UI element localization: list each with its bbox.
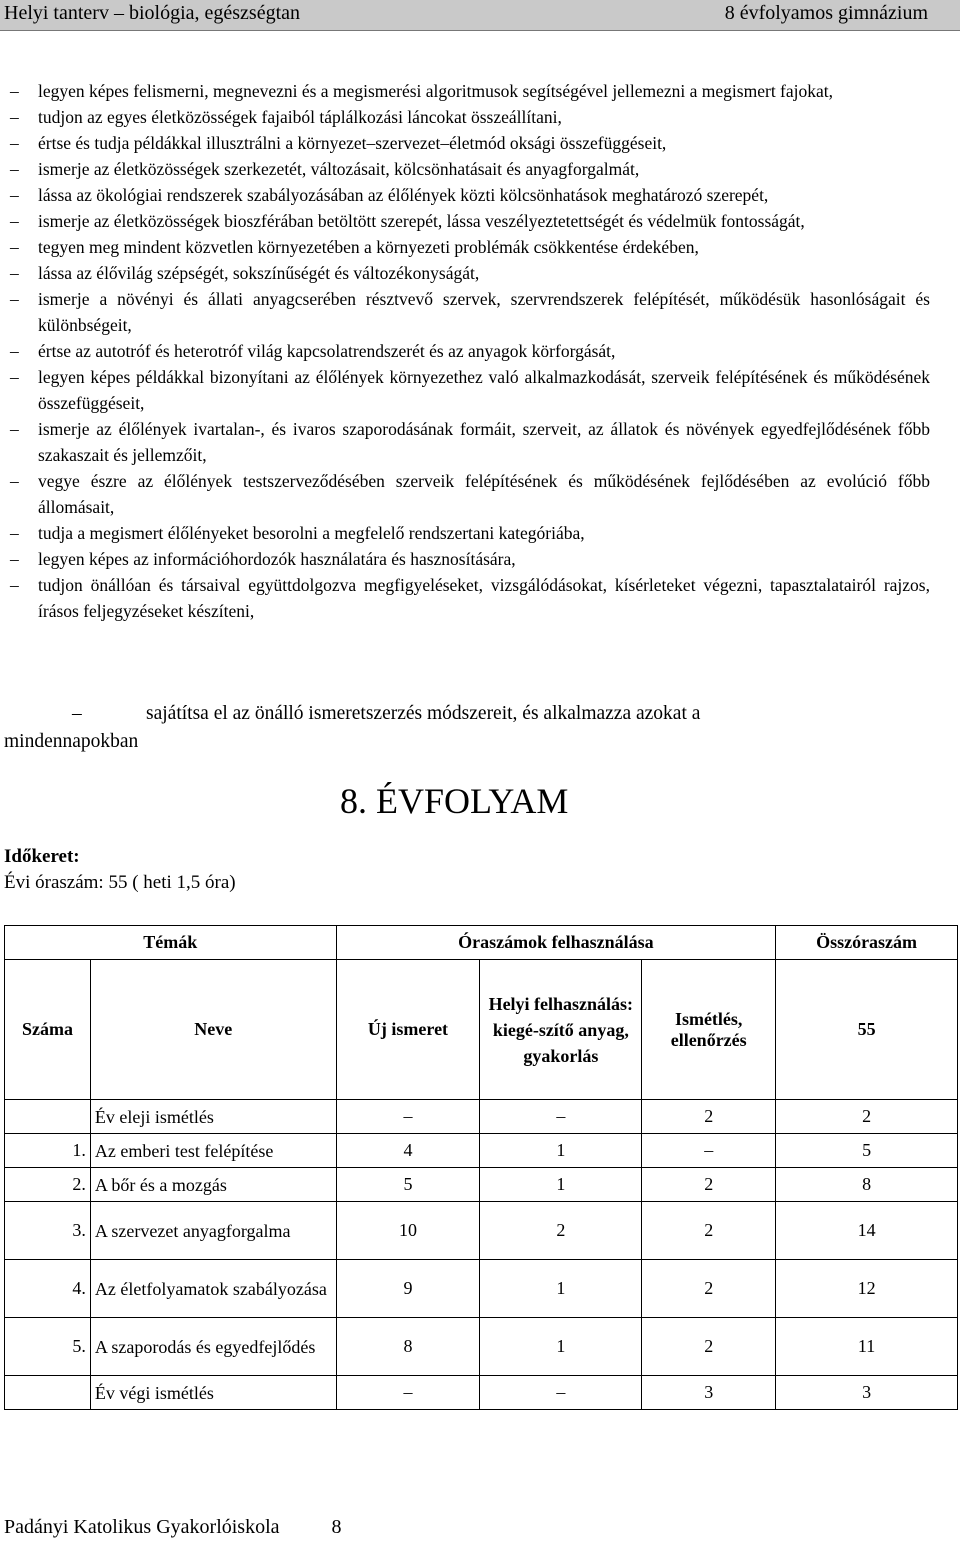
objective-text: tegyen meg mindent közvetlen környezetében a környezeti problémák csökkentése érdekében, xyxy=(38,237,699,257)
bullet-dash: – xyxy=(10,237,19,257)
bullet-dash: – xyxy=(10,185,19,205)
objective-text: legyen képes felismerni, megnevezni és a megismerési algoritmusok segítségével jellemezni a megismert fajokat, xyxy=(38,81,834,101)
table-row xyxy=(5,1376,958,1410)
header-new-knowledge: Új ismeret xyxy=(336,960,480,1100)
cell-review: 2 xyxy=(642,1202,776,1260)
header-number: Száma xyxy=(5,960,91,1100)
table-row xyxy=(5,1318,958,1376)
time-frame-label: Időkeret: xyxy=(4,846,80,867)
cell-new-knowledge: 10 xyxy=(336,1202,480,1260)
cell-number xyxy=(5,1376,91,1410)
header-review: Ismétlés, ellenőrzés xyxy=(642,960,776,1100)
header-hour-usage: Óraszámok felhasználása xyxy=(336,926,776,960)
objective-item xyxy=(0,572,930,624)
objective-text: ismerje az életközösségek bioszférában betöltött szerepét, lássa veszélyeztetettségét és védelmük fontosságát, xyxy=(38,211,805,231)
hours-table xyxy=(4,925,958,1410)
objective-last-item xyxy=(4,700,924,756)
cell-local-use: 1 xyxy=(480,1318,642,1376)
objective-item xyxy=(0,546,930,572)
cell-topic-name: A szaporodás és egyedfejlődés xyxy=(90,1318,336,1376)
cell-topic-name: Év végi ismétlés xyxy=(90,1376,336,1410)
objective-text: legyen képes példákkal bizonyítani az élőlények környezethez való alkalmazkodását, szerveik felépítésének és működésének összefüggéseit, xyxy=(38,367,930,413)
objective-text: lássa az ökológiai rendszerek szabályozásában az élőlények közti kölcsönhatások meghatározó szerepét, xyxy=(38,185,769,205)
cell-number: 2. xyxy=(5,1168,91,1202)
cell-local-use: – xyxy=(480,1376,642,1410)
cell-total: 2 xyxy=(776,1100,958,1134)
header-total-value: 55 xyxy=(776,960,958,1100)
bullet-dash: – xyxy=(10,549,19,569)
cell-review: 3 xyxy=(642,1376,776,1410)
objective-text: ismerje a növényi és állati anyagcserében résztvevő szervek, szervrendszerek felépítését, működésük hasonlóságait és különbségeit, xyxy=(38,289,930,335)
bullet-dash: – xyxy=(10,419,19,439)
objective-text: értse és tudja példákkal illusztrálni a környezet–szervezet–életmód oksági összefüggéseit, xyxy=(38,133,667,153)
objective-text: legyen képes az információhordozók használatára és hasznosítására, xyxy=(38,549,516,569)
cell-total: 12 xyxy=(776,1260,958,1318)
bullet-dash: – xyxy=(10,263,19,283)
bullet-dash: – xyxy=(10,341,19,361)
objective-item xyxy=(0,520,930,546)
bullet-dash: – xyxy=(10,523,19,543)
bullet-dash: – xyxy=(10,159,19,179)
annual-hours: Évi óraszám: 55 ( heti 1,5 óra) xyxy=(4,872,236,893)
table-row xyxy=(5,1100,958,1134)
cell-total: 11 xyxy=(776,1318,958,1376)
objective-text: tudjon az egyes életközösségek fajaiból táplálkozási láncokat összeállítani, xyxy=(38,107,562,127)
cell-local-use: – xyxy=(480,1100,642,1134)
cell-new-knowledge: 8 xyxy=(336,1318,480,1376)
objective-text: ismerje az élőlények ivartalan-, és ivaros szaporodásának formáit, szerveit, az állatok és növények egyedfejlődésének főbb szakaszait és jellemzőit, xyxy=(38,419,930,465)
objectives-list xyxy=(0,78,930,624)
cell-local-use: 1 xyxy=(480,1260,642,1318)
cell-total: 14 xyxy=(776,1202,958,1260)
objective-text: vegye észre az élőlények testszerveződésében szerveik felépítésének és működésének fejlődésében az evolúció főbb állomásait, xyxy=(38,471,930,517)
table-row xyxy=(5,1260,958,1318)
cell-new-knowledge: 4 xyxy=(336,1134,480,1168)
cell-review: 2 xyxy=(642,1100,776,1134)
cell-local-use: 1 xyxy=(480,1168,642,1202)
cell-number xyxy=(5,1100,91,1134)
header-total-hours: Összóraszám xyxy=(776,926,958,960)
bullet-dash: – xyxy=(10,575,19,595)
cell-total: 8 xyxy=(776,1168,958,1202)
table-row xyxy=(5,1168,958,1202)
objective-text: tudjon önállóan és társaival együttdolgozva megfigyeléseket, vizsgálódásokat, kísérleteket végezni, tapasztalatairól rajzos, írásos feljegyzéseket készíteni, xyxy=(38,575,930,621)
page-number: 8 xyxy=(331,1516,342,1538)
objective-text: ismerje az életközösségek szerkezetét, változásait, kölcsönhatásait és anyagforgalmát, xyxy=(38,159,640,179)
cell-topic-name: A bőr és a mozgás xyxy=(90,1168,336,1202)
page-footer xyxy=(4,1516,342,1539)
cell-topic-name: A szervezet anyagforgalma xyxy=(90,1202,336,1260)
header-school-type: 8 évfolyamos gimnázium xyxy=(724,2,928,24)
objective-item xyxy=(0,416,930,468)
header-name: Neve xyxy=(90,960,336,1100)
cell-new-knowledge: – xyxy=(336,1376,480,1410)
header-subject: Helyi tanterv – biológia, egészségtan xyxy=(4,2,301,24)
cell-new-knowledge: 5 xyxy=(336,1168,480,1202)
objective-item xyxy=(0,234,930,260)
cell-review: – xyxy=(642,1134,776,1168)
bullet-dash: – xyxy=(10,211,19,231)
objective-item xyxy=(0,364,930,416)
bullet-dash: – xyxy=(10,133,19,153)
cell-local-use: 2 xyxy=(480,1202,642,1260)
section-title: 8. ÉVFOLYAM xyxy=(340,781,569,821)
cell-number: 5. xyxy=(5,1318,91,1376)
bullet-dash: – xyxy=(72,703,82,724)
cell-number: 3. xyxy=(5,1202,91,1260)
objective-item xyxy=(0,338,930,364)
objective-last-line1: sajátítsa el az önálló ismeretszerzés módszereit, és alkalmazza azokat a xyxy=(146,703,701,724)
cell-local-use: 1 xyxy=(480,1134,642,1168)
page-header xyxy=(0,0,960,31)
objective-item xyxy=(0,286,930,338)
objective-item xyxy=(0,260,930,286)
bullet-dash: – xyxy=(10,81,19,101)
table-row xyxy=(5,1202,958,1260)
cell-review: 2 xyxy=(642,1318,776,1376)
objective-text: értse az autotróf és heterotróf világ kapcsolatrendszerét és az anyagok körforgását, xyxy=(38,341,616,361)
objective-item xyxy=(0,468,930,520)
header-topics: Témák xyxy=(5,926,337,960)
bullet-dash: – xyxy=(10,471,19,491)
objective-text: tudja a megismert élőlényeket besorolni a megfelelő rendszertani kategóriába, xyxy=(38,523,585,543)
bullet-dash: – xyxy=(10,367,19,387)
table-row xyxy=(5,1134,958,1168)
bullet-dash: – xyxy=(10,107,19,127)
cell-new-knowledge: – xyxy=(336,1100,480,1134)
cell-topic-name: Az életfolyamatok szabályozása xyxy=(90,1260,336,1318)
objective-item xyxy=(0,156,930,182)
cell-topic-name: Év eleji ismétlés xyxy=(90,1100,336,1134)
objective-item xyxy=(0,182,930,208)
footer-school: Padányi Katolikus Gyakorlóiskola xyxy=(4,1516,280,1538)
objective-item xyxy=(0,130,930,156)
objective-text: lássa az élővilág szépségét, sokszínűségét és változékonyságát, xyxy=(38,263,480,283)
cell-topic-name: Az emberi test felépítése xyxy=(90,1134,336,1168)
header-local-use: Helyi felhasználás: kiegé-szítő anyag, gyakorlás xyxy=(480,960,642,1100)
objective-last-line2: mindennapokban xyxy=(4,731,139,752)
cell-number: 1. xyxy=(5,1134,91,1168)
cell-review: 2 xyxy=(642,1260,776,1318)
cell-review: 2 xyxy=(642,1168,776,1202)
objective-item xyxy=(0,104,930,130)
cell-total: 3 xyxy=(776,1376,958,1410)
bullet-dash: – xyxy=(10,289,19,309)
cell-number: 4. xyxy=(5,1260,91,1318)
cell-new-knowledge: 9 xyxy=(336,1260,480,1318)
objective-item xyxy=(0,208,930,234)
cell-total: 5 xyxy=(776,1134,958,1168)
objective-item xyxy=(0,78,930,104)
